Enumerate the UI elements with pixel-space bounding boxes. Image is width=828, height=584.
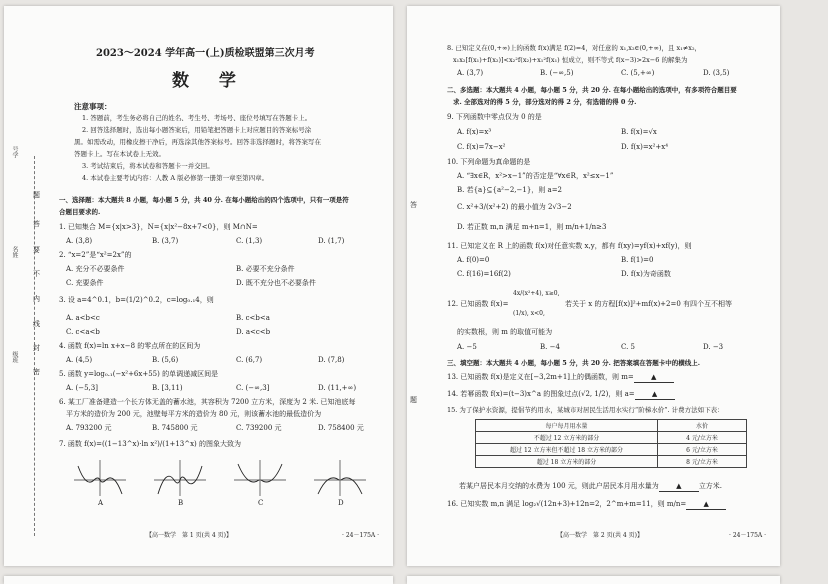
question-11: 11. 已知定义在 R 上的函数 f(x)对任意实数 x,y，都有 f(xy)=yf(x)+xf(y)，则 (447, 242, 692, 250)
graph-option-d (312, 458, 368, 498)
piecewise-case-1: 4x/(x²+4), x≥0, (513, 290, 560, 297)
question-15-cont (459, 482, 722, 492)
option: D. f(x)为奇函数 (621, 270, 671, 278)
notice-line: 4. 本试卷主要考试内容：人教 A 版必修第一册第一章至第四章。 (82, 174, 269, 182)
fold-mark: 封 (33, 344, 40, 352)
option: B. (5,6) (152, 356, 179, 364)
option: D. 若正数 m,n 满足 m+n=1，则 m/n+1/n≥3 (457, 223, 607, 231)
table-cell: 不超过 12 立方米的部分 (476, 432, 658, 444)
table-row (476, 432, 747, 444)
question-7: 7. 函数 f(x)=((1−13^x)·ln x²)/(1+13^x) 的图象大致为 (59, 440, 241, 448)
option: A. (3,7) (457, 69, 484, 77)
table-cell: 超过 12 立方米但不超过 18 立方米的部分 (476, 444, 658, 456)
graph-label-c: C (258, 499, 264, 507)
footer-code: · 24－175A · (729, 532, 767, 539)
question-8-cont: x₁x₂[f(x₁)+f(x₂)]<x₂²f(x₂)+x₁²f(x₁) 恒成立，则不等式 f(x−3)>2x−6 的解集为 (453, 56, 688, 64)
option: B. 若{a}⊆{a²−2,−1}，则 a=2 (457, 186, 563, 194)
table-header: 水价 (658, 420, 747, 432)
option: C. x²+3/(x²+2) 的最小值为 2√3−2 (457, 203, 572, 211)
option: D. (7,8) (318, 356, 345, 364)
question-1: 1. 已知集合 M={x|x>3}，N={x|x²−8x+7<0}，则 M∩N= (59, 223, 258, 231)
question-15: 15. 为了保护水资源，提倡节约用水，某城市对居民生活用水实行“阶梯水价”. 计费方法如下表： (447, 406, 724, 414)
fold-mark: 不 (33, 270, 40, 278)
answer-blank: ▲ (635, 390, 675, 400)
side-mark: 题 (410, 396, 417, 404)
fold-mark: 要 (33, 246, 40, 254)
notice-line: 3. 考试结束后，将本试卷和答题卡一并交回。 (82, 162, 214, 170)
question-13 (447, 373, 674, 383)
answer-blank: ▲ (634, 373, 674, 383)
option: C. f(x)=7x−x² (457, 143, 506, 151)
graph-label-d: D (338, 499, 344, 507)
answer-blank: ▲ (686, 500, 726, 510)
question-14-text: 14. 若幂函数 f(x)=(t−3)x^a 的图象过点(√2, 1/2)，则 a= (447, 390, 635, 398)
option: C. (−∞,3] (236, 384, 270, 392)
question-2: 2. “x=2”是“x²=2x”的 (59, 251, 132, 259)
question-16-text: 16. 已知实数 m,n 满足 log₂√(12n+3)+12n=2，2^m+m=11，则 m/n= (447, 500, 687, 508)
question-10: 10. 下列命题为真命题的是 (447, 158, 531, 166)
water-price-table (475, 419, 747, 468)
question-4: 4. 函数 f(x)=ln x+x−8 的零点所在的区间为 (59, 342, 201, 350)
table-row (476, 444, 747, 456)
fold-mark: 线 (33, 320, 40, 328)
option: A. f(0)=0 (457, 256, 490, 264)
graph-option-b (152, 458, 208, 498)
fold-mark: 题 (33, 191, 40, 199)
section1-heading-cont: 合题目要求的. (59, 208, 101, 216)
footer-code: · 24－175A · (342, 532, 380, 539)
fold-mark: 密 (33, 368, 40, 376)
table-cell: 超过 18 立方米的部分 (476, 456, 658, 468)
footer-page-number: 【高一数学 第 1 页(共 4 页)】 (146, 532, 232, 539)
question-6: 6. 某工厂准备建造一个长方体无盖的蓄水池，其容积为 7200 立方米，深度为 2 米. 已知池底每 (59, 398, 356, 406)
option: D. f(x)=x²+x⁴ (621, 143, 669, 151)
option: A. (3,8) (66, 237, 93, 245)
table-header: 每户每月用水量 (476, 420, 658, 432)
notice-line: 2. 回答选择题时，选出每小题答案后，用铅笔把答题卡上对应题目的答案标号涂 (82, 126, 312, 134)
graph-option-a (72, 458, 128, 498)
option: D. (1,7) (318, 237, 345, 245)
exam-page-2 (407, 6, 780, 566)
question-15-unit: 立方米. (698, 482, 723, 490)
question-15-text: 若某户居民本月交纳的水费为 100 元，则此户居民本月用水量为 (459, 482, 659, 490)
option: C. 充要条件 (66, 279, 104, 287)
question-12: 12. 已知函数 f(x)= (447, 300, 509, 308)
option: C. 739200 元 (236, 424, 282, 432)
question-3: 3. 设 a=4^0.1，b=(1/2)^0.2，c=log₀.₁4，则 (59, 296, 214, 304)
exam-title: 2023～2024 学年高一(上)质检联盟第三次月考 (96, 48, 315, 59)
option: B. (3,7) (152, 237, 179, 245)
table-header-row (476, 420, 747, 432)
option: A. (−5,3] (66, 384, 98, 392)
notice-line: 答题卡上。写在本试卷上无效。 (74, 150, 165, 158)
graph-label-a: A (98, 499, 104, 507)
table-cell: 4 元/立方米 (658, 432, 747, 444)
option: C. (6,7) (236, 356, 263, 364)
option: A. 793200 元 (66, 424, 112, 432)
fold-mark: 内 (33, 295, 40, 303)
option: D. (11,+∞) (318, 384, 357, 392)
question-6-cont: 平方米的造价为 200 元，池壁每平方米的造价为 80 元，则该蓄水池的最低造价为 (66, 410, 322, 418)
option: D. a<c<b (236, 328, 271, 336)
option: B. (−∞,5) (540, 69, 574, 77)
option: A. (4,5) (66, 356, 93, 364)
option: B. f(1)=0 (621, 256, 654, 264)
notice-line: 1. 答题前，考生务必将自己的姓名、考生号、考场号、座位号填写在答题卡上。 (82, 114, 312, 122)
next-page-edge (4, 576, 393, 584)
option: A. 充分不必要条件 (66, 265, 125, 273)
side-label-class: 级班 (11, 351, 18, 363)
option: A. f(x)=x³ (457, 128, 492, 136)
question-12-cont: 的实数根，则 m 的取值可能为 (457, 328, 553, 336)
option: D. 758400 元 (318, 424, 364, 432)
option: B. [3,11) (152, 384, 183, 392)
piecewise-case-2: (1/x), x<0, (513, 310, 545, 317)
question-14 (447, 390, 675, 400)
side-label-name: 名姓 (11, 246, 18, 258)
option: A. −5 (457, 343, 477, 351)
option: B. f(x)=√x (621, 128, 657, 136)
next-page-edge (407, 576, 780, 584)
option: A. “∃x∈R，x²>x−1”的否定是“∀x∈R，x²≤x−1” (457, 172, 614, 180)
question-9: 9. 下列函数中零点仅为 0 的是 (447, 113, 542, 121)
section3-heading: 三、填空题：本大题共 4 小题，每小题 5 分，共 20 分. 把答案填在答题卡中的横线上. (447, 359, 700, 367)
option: B. 必要不充分条件 (236, 265, 295, 273)
subject-title: 数 学 (172, 71, 248, 91)
option: D. (3,5) (703, 69, 730, 77)
notice-heading: 注意事项： (74, 102, 112, 111)
table-cell: 8 元/立方米 (658, 456, 747, 468)
answer-blank: ▲ (659, 482, 699, 492)
graph-label-b: B (178, 499, 184, 507)
option: C. 5 (621, 343, 636, 351)
table-cell: 6 元/立方米 (658, 444, 747, 456)
side-mark: 答 (410, 201, 417, 209)
option: C. c<a<b (66, 328, 100, 336)
option: B. c<b<a (236, 314, 270, 322)
option: C. f(16)=16f(2) (457, 270, 511, 278)
notice-line: 黑。如需改动，用橡皮擦干净后，再选涂其他答案标号。回答非选择题时，将答案写在 (74, 138, 321, 146)
exam-page-1 (4, 6, 393, 566)
option: D. −3 (703, 343, 724, 351)
option: C. (1,3) (236, 237, 263, 245)
table-row (476, 456, 747, 468)
section2-heading-cont: 求. 全部选对的得 5 分，部分选对的得 2 分，有选错的得 0 分. (453, 98, 637, 106)
option: C. (5,+∞) (621, 69, 655, 77)
fold-mark: 答 (33, 220, 40, 228)
option: B. −4 (540, 343, 560, 351)
footer-page-number: 【高一数学 第 2 页(共 4 页)】 (557, 532, 643, 539)
question-16 (447, 500, 726, 510)
section2-heading: 二、多选题：本大题共 4 小题，每小题 5 分，共 20 分. 在每小题给出的选项中，有多项符合题目要 (447, 86, 737, 94)
option: B. 745800 元 (152, 424, 198, 432)
question-13-text: 13. 已知函数 f(x)是定义在[−3,2m+1]上的偶函数，则 m= (447, 373, 634, 381)
section1-heading: 一、选择题：本大题共 8 小题，每小题 5 分，共 40 分. 在每小题给出的四个选项中，只有一项是符 (59, 196, 349, 204)
graph-option-c (232, 458, 288, 498)
question-8: 8. 已知定义在(0,+∞)上的函数 f(x)满足 f(2)=4，对任意的 x₁,x₂∈(0,+∞)，且 x₁≠x₂， (447, 44, 702, 52)
option: D. 既不充分也不必要条件 (236, 279, 316, 287)
side-label-student-id: 号学 (11, 146, 18, 158)
question-12-cont: 若关于 x 的方程[f(x)]²+mf(x)+2=0 有四个互不相等 (565, 300, 733, 308)
option: A. a<b<c (66, 314, 100, 322)
question-5: 5. 函数 y=log₀.₁(−x²+6x+55) 的单调递减区间是 (59, 370, 219, 378)
